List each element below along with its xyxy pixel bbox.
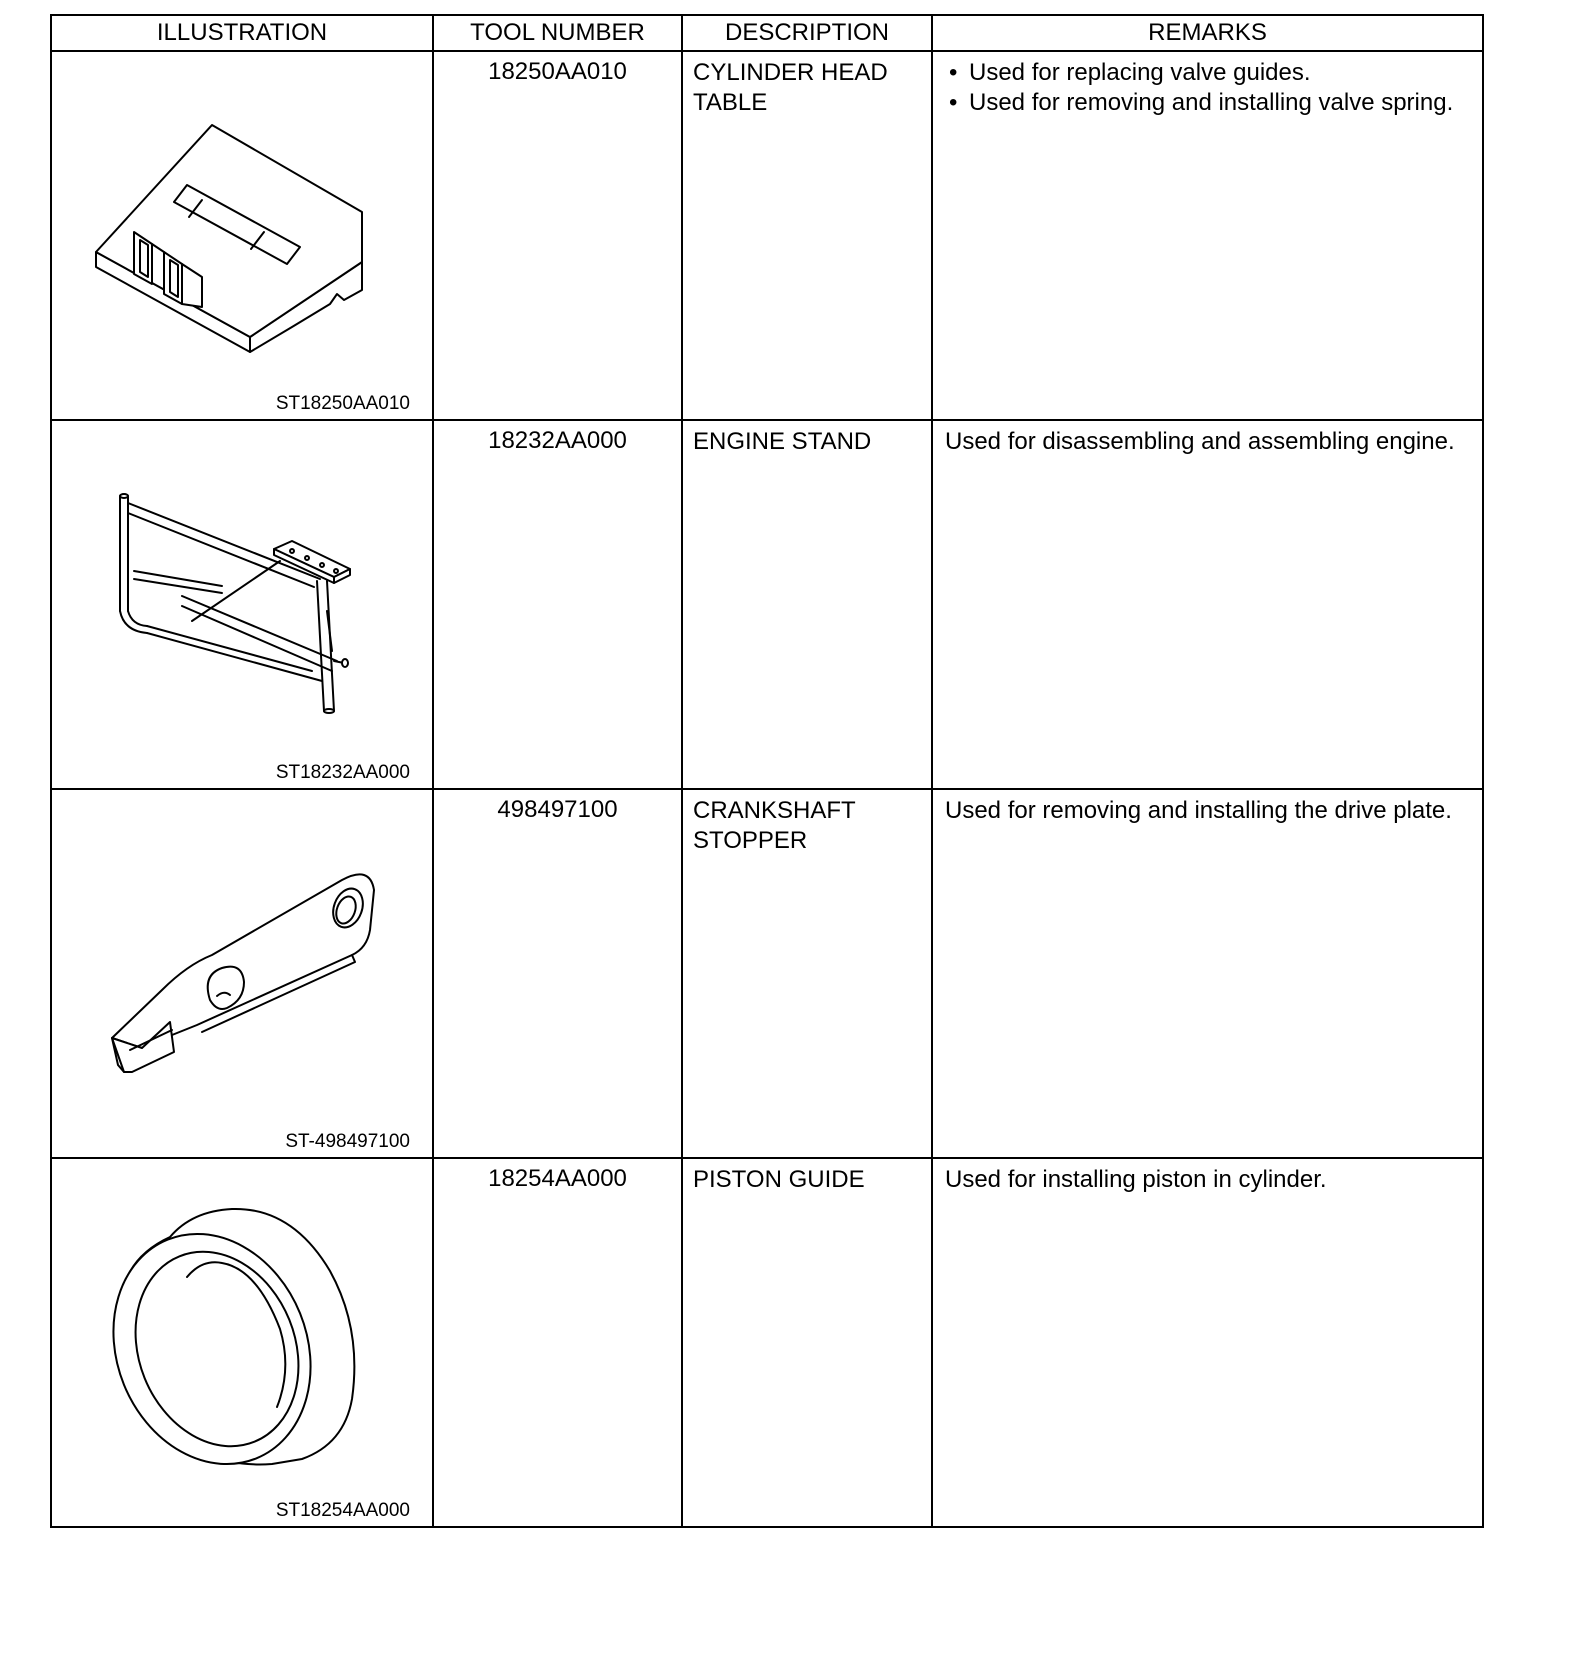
- table-row: [51, 51, 1483, 420]
- tool-remarks: Used for removing and installing the drive plate.: [932, 789, 1483, 1158]
- illustration-cell: [51, 789, 433, 1158]
- tool-remarks: Used for disassembling and assembling engine.: [932, 420, 1483, 789]
- illustration-code: ST18254AA000: [275, 1500, 410, 1521]
- tool-remarks: Used for installing piston in cylinder.: [932, 1158, 1483, 1527]
- crankshaft-stopper-drawing: [52, 790, 432, 1157]
- header-remarks: REMARKS: [932, 15, 1483, 51]
- table-row: [51, 1158, 1483, 1527]
- list-item: • Used for removing and installing valve spring.: [945, 88, 1472, 118]
- tool-description: CRANKSHAFT STOPPER: [682, 789, 932, 1158]
- tool-description: PISTON GUIDE: [682, 1158, 932, 1527]
- tool-description: CYLINDER HEAD TABLE: [682, 51, 932, 420]
- header-description: DESCRIPTION: [682, 15, 932, 51]
- tool-number: 498497100: [433, 789, 682, 1158]
- special-tools-table: [50, 14, 1484, 1528]
- header-illustration: ILLUSTRATION: [51, 15, 433, 51]
- illustration-cell: [51, 1158, 433, 1527]
- illustration-code: ST18232AA000: [275, 762, 410, 783]
- table-row: [51, 789, 1483, 1158]
- illustration-cell: [51, 420, 433, 789]
- cylinder-head-table-drawing: [52, 52, 432, 419]
- table-header-row: [51, 15, 1483, 51]
- tool-number: 18232AA000: [433, 420, 682, 789]
- tool-description: ENGINE STAND: [682, 420, 932, 789]
- illustration-code: ST-498497100: [285, 1131, 410, 1152]
- engine-stand-drawing: [52, 421, 432, 788]
- table-row: [51, 420, 1483, 789]
- tool-number: 18250AA010: [433, 51, 682, 420]
- tool-number: 18254AA000: [433, 1158, 682, 1527]
- header-tool-number: TOOL NUMBER: [433, 15, 682, 51]
- remarks-list: [945, 58, 1472, 118]
- piston-guide-drawing: [52, 1159, 432, 1526]
- illustration-code: ST18250AA010: [275, 393, 410, 414]
- illustration-cell: [51, 51, 433, 420]
- list-item: • Used for replacing valve guides.: [945, 58, 1472, 88]
- tool-remarks: [932, 51, 1483, 420]
